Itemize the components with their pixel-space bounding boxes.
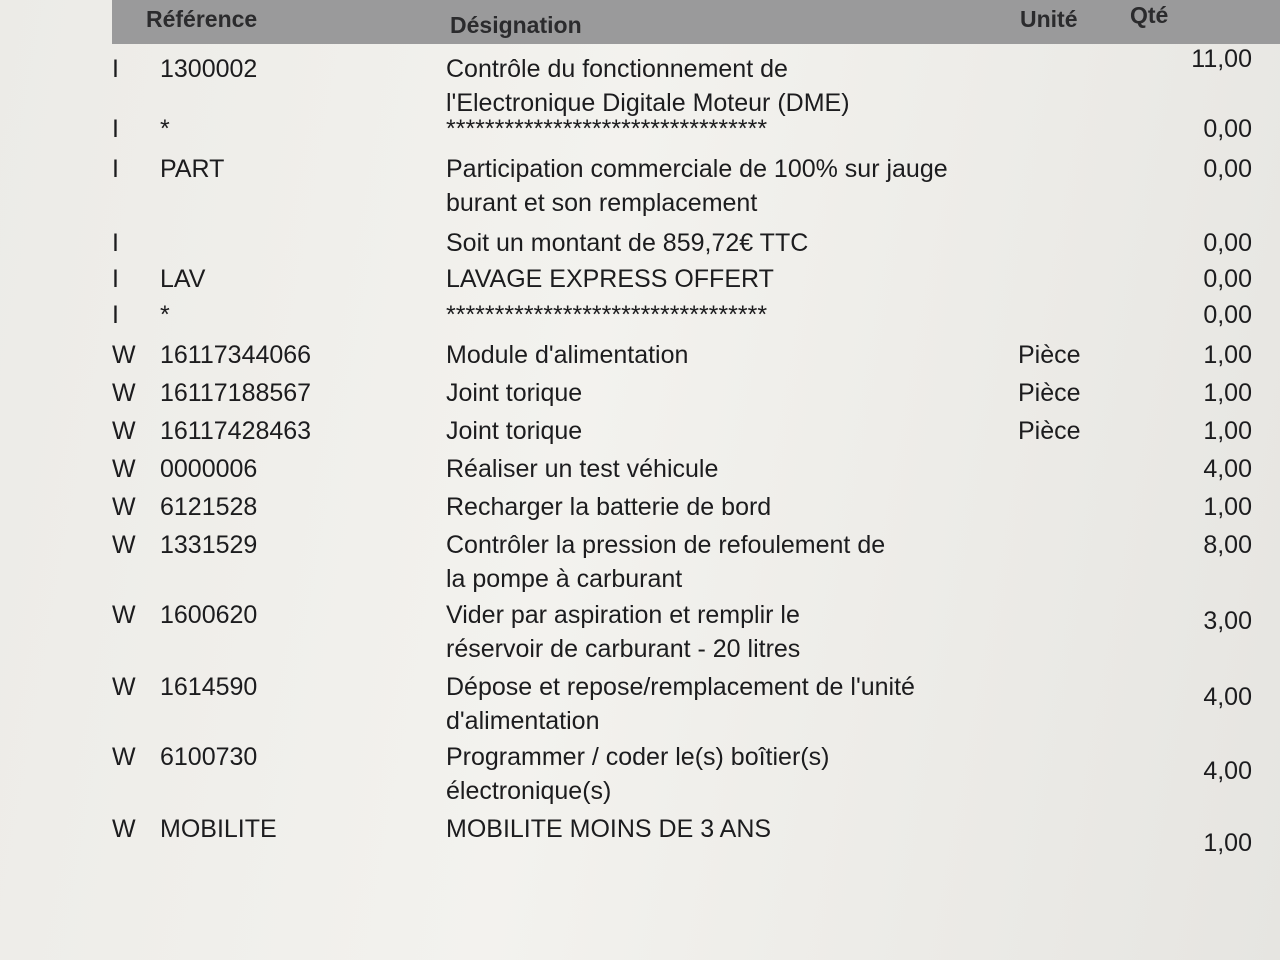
- designation-line: Recharger la batterie de bord: [446, 493, 772, 521]
- designation-line: la pompe à carburant: [446, 565, 683, 593]
- quantity-cell: 1,00: [1203, 493, 1252, 521]
- line-type: W: [112, 601, 136, 629]
- reference-cell: 6121528: [160, 493, 258, 521]
- designation-line: *********************************: [446, 115, 768, 143]
- designation-line: Vider par aspiration et remplir le: [446, 601, 800, 629]
- quantity-cell: 8,00: [1203, 531, 1252, 559]
- line-type: W: [112, 493, 136, 521]
- quantity-cell: 1,00: [1203, 417, 1252, 445]
- reference-cell: 16117188567: [160, 379, 312, 407]
- designation-line: Contrôle du fonctionnement de: [446, 55, 788, 83]
- reference-cell: 6100730: [160, 743, 258, 771]
- line-type: I: [112, 229, 119, 257]
- designation-line: réservoir de carburant - 20 litres: [446, 635, 801, 663]
- line-type: W: [112, 815, 136, 843]
- quantity-cell: 4,00: [1203, 683, 1252, 711]
- designation-cell: [446, 414, 1006, 448]
- designation-line: Contrôler la pression de refoulement de: [446, 531, 886, 559]
- reference-cell: 16117428463: [160, 417, 312, 445]
- reference-cell: *: [160, 301, 170, 329]
- quantity-cell: 0,00: [1203, 265, 1252, 293]
- line-type: W: [112, 417, 136, 445]
- designation-line: Réaliser un test véhicule: [446, 455, 719, 483]
- designation-line: Programmer / coder le(s) boîtier(s): [446, 743, 830, 771]
- line-type: I: [112, 265, 119, 293]
- reference-cell: 16117344066: [160, 341, 312, 369]
- header-designation: Désignation: [450, 12, 582, 38]
- line-type: I: [112, 115, 119, 143]
- quantity-cell: 4,00: [1203, 757, 1252, 785]
- designation-line: Dépose et repose/remplacement de l'unité: [446, 673, 915, 701]
- designation-line: Participation commerciale de 100% sur jauge: [446, 155, 948, 183]
- reference-cell: PART: [160, 155, 225, 183]
- header-qte: Qté: [1130, 2, 1169, 28]
- designation-cell: [446, 528, 1006, 596]
- designation-line: Joint torique: [446, 417, 583, 445]
- header-unite: Unité: [1020, 6, 1078, 32]
- line-type: I: [112, 301, 119, 329]
- line-type: W: [112, 743, 136, 771]
- designation-line: Joint torique: [446, 379, 583, 407]
- quantity-cell: 1,00: [1203, 379, 1252, 407]
- designation-line: burant et son remplacement: [446, 189, 758, 217]
- designation-cell: [446, 298, 1006, 332]
- reference-cell: 0000006: [160, 455, 258, 483]
- designation-cell: [446, 598, 1006, 666]
- quantity-cell: 0,00: [1203, 301, 1252, 329]
- quantity-cell: 4,00: [1203, 455, 1252, 483]
- line-type: W: [112, 455, 136, 483]
- reference-cell: 1331529: [160, 531, 258, 559]
- unit-cell: Pièce: [1018, 417, 1081, 445]
- designation-cell: [446, 52, 1006, 120]
- line-type: I: [112, 155, 119, 183]
- designation-line: Module d'alimentation: [446, 341, 689, 369]
- table-header: [112, 0, 1280, 44]
- reference-cell: *: [160, 115, 170, 143]
- reference-cell: 1614590: [160, 673, 258, 701]
- designation-cell: [446, 338, 1006, 372]
- designation-cell: [446, 226, 1006, 260]
- designation-line: électronique(s): [446, 777, 612, 805]
- designation-cell: [446, 740, 1006, 808]
- quantity-cell: 1,00: [1203, 829, 1252, 857]
- header-reference: Référence: [146, 6, 258, 32]
- designation-line: d'alimentation: [446, 707, 600, 735]
- line-type: W: [112, 531, 136, 559]
- designation-cell: [446, 152, 1006, 220]
- designation-cell: [446, 812, 1006, 846]
- designation-line: *********************************: [446, 301, 768, 329]
- quantity-cell: 3,00: [1203, 607, 1252, 635]
- designation-cell: [446, 376, 1006, 410]
- quantity-cell: 0,00: [1203, 155, 1252, 183]
- designation-cell: [446, 452, 1006, 486]
- designation-cell: [446, 262, 1006, 296]
- reference-cell: LAV: [160, 265, 206, 293]
- reference-cell: 1300002: [160, 55, 258, 83]
- designation-line: LAVAGE EXPRESS OFFERT: [446, 265, 774, 293]
- line-type: I: [112, 55, 119, 83]
- quantity-cell: 0,00: [1203, 229, 1252, 257]
- designation-cell: [446, 670, 1006, 738]
- designation-line: l'Electronique Digitale Moteur (DME): [446, 89, 850, 117]
- designation-cell: [446, 112, 1006, 146]
- line-type: W: [112, 673, 136, 701]
- reference-cell: MOBILITE: [160, 815, 277, 843]
- quantity-cell: 0,00: [1203, 115, 1252, 143]
- line-type: W: [112, 379, 136, 407]
- unit-cell: Pièce: [1018, 341, 1081, 369]
- designation-cell: [446, 490, 1006, 524]
- quantity-cell: 11,00: [1191, 45, 1252, 73]
- quantity-cell: 1,00: [1203, 341, 1252, 369]
- unit-cell: Pièce: [1018, 379, 1081, 407]
- line-type: W: [112, 341, 136, 369]
- designation-line: MOBILITE MOINS DE 3 ANS: [446, 815, 772, 843]
- designation-line: Soit un montant de 859,72€ TTC: [446, 229, 809, 257]
- reference-cell: 1600620: [160, 601, 258, 629]
